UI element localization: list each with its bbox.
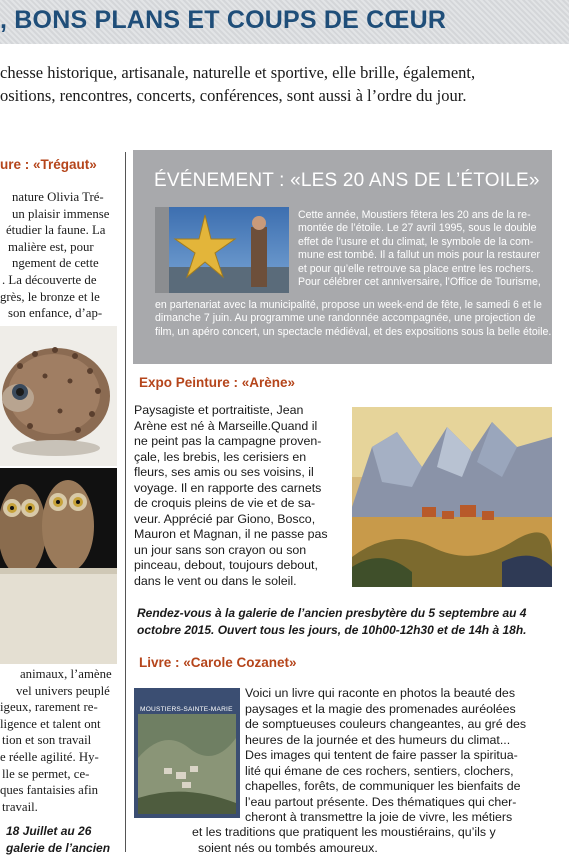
page-title: , BONS PLANS ET COUPS DE CŒUR [0,6,447,34]
livre-heading: Livre : «Carole Cozanet» [139,655,297,670]
text-line: dans le vent ou dans le soleil. [134,573,297,588]
text-line: cheront à transmettre la joie de vivre, les métiers [245,810,513,824]
text-line: fleurs, ses amis ou ses voisins, il [134,465,314,479]
text-line: de somptueuses couleurs changeantes, au gré des [245,717,527,731]
text-line: Des images qui tentent de faire passer la spiritua- [245,748,518,762]
text-line: ne peint pas la campagne proven- [134,434,322,448]
text-line: de croquis pleins de vie et de sa- [134,496,316,510]
text-line: l’eau partout présente. Des thématiques qui cher- [245,794,517,809]
column-divider [125,152,126,852]
text-line: voyage. Il en rapporte des carnets [134,480,322,495]
text-line: un plaisir immense [12,206,110,221]
text-line: Arène est né à Marseille.Quand il [134,418,318,433]
text-line: son enfance, d’ap- [8,306,103,321]
text-line: lle se permet, ce- [2,766,90,781]
text-line: ngement de cette [12,256,99,271]
text-line: film, un apéro concert, un spectacle médiéval, et des expositions sous la belle étoile... [155,325,558,338]
text-line: ques fantaisies afin [0,783,99,798]
text-line: e réelle agilité. Hy- [0,749,99,764]
text-line: mune est tombé. Il a fallut un mois pour la restaurer [298,249,541,262]
text-line: en partenariat avec la municipalité, propose un week-end de fête, le samedi 6 et le [155,299,542,311]
text-line: pinceau, debout, toujours debout, [134,558,318,572]
tregaut-text-2 [0,666,112,815]
owls-image [0,468,117,664]
text-line: un jour sans son crayon ou son [134,542,307,557]
text-line: dimanche 7 juin. Au programme une randonnée accompagnée, une projection de [155,312,536,325]
livre-text-bottom [192,825,496,856]
intro-line-1: chesse historique, artisanale, naturelle et sportive, elle brille, également, [0,63,476,82]
text-line: Mauron et Magnan, il ne passe pas [134,527,328,541]
mountain-painting-icon [352,407,552,587]
arene-rendezvous [137,605,527,639]
arene-painting-image [352,407,552,587]
pufferfish-image [0,326,117,466]
tregaut-dates [6,823,110,857]
text-line: travail. [2,799,38,814]
text-line: montée de l’étoile. Le 27 avril 1995, sous le double [298,222,537,235]
text-line: lité qui émane de ces rochers, sentiers, clochers, [245,763,514,778]
pufferfish-sculpture-icon [0,326,117,466]
text-line: soient nés ou tombés amoureux. [198,840,378,855]
event-text-bottom [155,299,557,339]
text-line: effet de l’usure et du climat, le symbole de la com- [298,235,534,248]
text-line: Pour célébrer cet anniversaire, l’Office de Tourisme, [298,276,541,289]
text-line: octobre 2015. Ouvert tous les jours, de 10h00-12h30 et de 14h à 18h. [137,623,527,637]
text-line: 18 Juillet au 26 [6,824,92,838]
text-line: animaux, l’amène [20,667,112,681]
text-line: nature Olivia Tré- [12,190,104,204]
livre-text-right [245,686,526,826]
text-line: heures de la journée et des humeurs du climat... [245,732,511,747]
text-line: veur. Apprécié par Giono, Bosco, [134,511,316,526]
tregaut-text-1 [0,189,109,322]
text-line: malière est, pour [8,239,94,254]
event-text-top [298,209,541,289]
text-line: paysages et la magie des promenades auréolées [245,701,516,716]
text-line: Rendez-vous à la galerie de l’ancien presbytère du 5 septembre au 4 [137,606,527,620]
star-photo-icon [155,207,289,293]
arene-heading: Expo Peinture : «Arène» [139,375,296,390]
text-line: çale, les brebis, les cerisiers en [134,449,307,464]
text-line: tion et son travail [2,733,92,748]
text-line: igeux, rarement re- [0,700,98,715]
text-line: galerie de l’ancien [6,841,111,855]
text-line: chapelles, forêts, de communiquer les bienfaits de [245,779,521,793]
text-line: et les traditions que pratiquent les moustiérains, qu’ils y [192,825,496,839]
text-line: étudier la faune. La [6,223,106,238]
text-line: Cette année, Moustiers fêtera les 20 ans de la re- [298,209,531,221]
text-line: . La découverte de [2,272,97,287]
text-line: grès, le bronze et le [0,289,100,304]
event-title: ÉVÉNEMENT : «LES 20 ANS DE L’ÉTOILE» [154,170,540,191]
tregaut-heading: ure : «Trégaut» [0,157,97,172]
text-line: et pour qu’elle retrouve sa place entre les rochers. [298,262,534,275]
arene-text [134,403,328,589]
text-line: Paysagiste et portraitiste, Jean [134,403,304,417]
text-line: ligence et talent ont [0,716,101,731]
intro-line-2: ositions, rencontres, concerts, conférences, sont aussi à l’ordre du jour. [0,86,467,105]
owls-sculpture-icon [0,468,117,664]
book-cover-title: MOUSTIERS-SAINTE-MARIE [140,706,233,713]
text-line: Voici un livre qui raconte en photos la beauté des [245,686,516,700]
text-line: vel univers peuplé [16,683,110,698]
event-image [155,207,289,293]
